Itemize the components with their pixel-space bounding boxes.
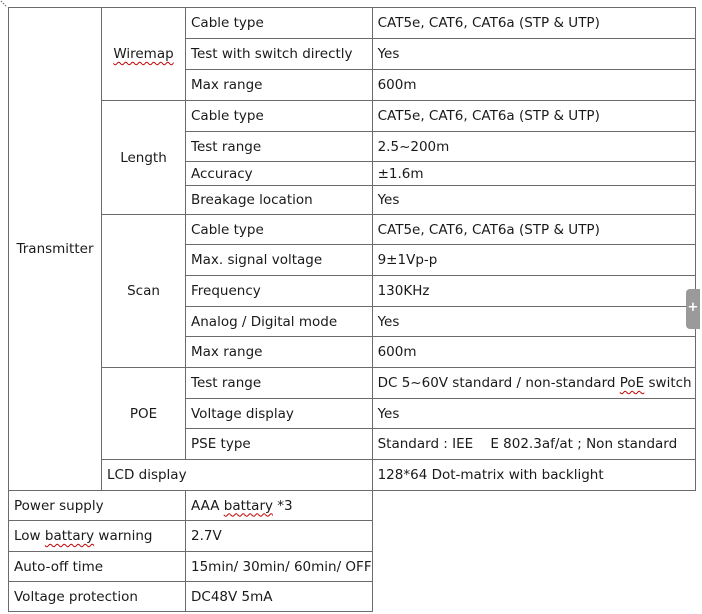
param-cell: Cable type [186,8,373,39]
param-cell: Frequency [186,276,373,307]
value-cell: 600m [372,70,695,101]
value-cell: Standard : IEE E 802.3af/at ; Non standard [372,429,695,460]
value-cell: 600m [372,337,695,368]
value-cell: 2.5~200m [372,132,695,162]
param-cell: Power supply [9,491,186,521]
table-row [9,460,696,491]
param-cell: Accuracy [186,162,373,186]
param-cell: Test range [186,132,373,162]
value-cell: CAT5e, CAT6, CAT6a (STP & UTP) [372,101,695,132]
param-cell: Max range [186,70,373,101]
value-cell: Yes [372,399,695,429]
corner-dots-icon [0,0,7,7]
group-cell-scan: Scan [102,215,186,368]
table-row [9,8,696,39]
value-cell: Yes [372,39,695,70]
value-cell: 15min/ 30min/ 60min/ OFF [186,552,373,582]
param-cell: LCD display [102,460,373,491]
param-cell: PSE type [186,429,373,460]
group-label: Wiremap [113,46,174,62]
value-cell: AAA battary *3 [186,491,373,521]
sidebar-expand-tab[interactable] [686,289,700,329]
table-row [9,552,696,582]
group-cell-length: Length [102,101,186,215]
table-row [9,582,696,612]
group-cell-poe: POE [102,368,186,460]
group-cell-wiremap [102,8,186,101]
plus-icon: + [687,300,699,315]
param-cell: Cable type [186,101,373,132]
param-cell: Test range [186,368,373,399]
value-cell: 2.7V [186,521,373,552]
param-cell: Voltage display [186,399,373,429]
value-cell: ±1.6m [372,162,695,186]
param-cell: Voltage protection [9,582,186,612]
param-cell: Analog / Digital mode [186,307,373,337]
param-cell: Cable type [186,215,373,245]
value-cell: 130KHz [372,276,695,307]
value-cell: 9±1Vp-p [372,245,695,276]
param-cell: Max range [186,337,373,368]
table-row [9,368,696,399]
table-row [9,521,696,552]
value-cell: Yes [372,307,695,337]
section-cell: Transmitter [9,8,102,491]
param-cell: Breakage location [186,186,373,215]
table-row [9,491,696,521]
param-cell: Low battary warning [9,521,186,552]
value-cell: DC48V 5mA [186,582,373,612]
value-cell: Yes [372,186,695,215]
value-cell: CAT5e, CAT6, CAT6a (STP & UTP) [372,215,695,245]
value-cell: DC 5~60V standard / non-standard PoE switch [372,368,695,399]
value-cell: 128*64 Dot-matrix with backlight [372,460,695,491]
spec-table [8,7,696,612]
table-row [9,101,696,132]
param-cell: Test with switch directly [186,39,373,70]
table-row [9,215,696,245]
value-cell: CAT5e, CAT6, CAT6a (STP & UTP) [372,8,695,39]
param-cell: Auto-off time [9,552,186,582]
param-cell: Max. signal voltage [186,245,373,276]
